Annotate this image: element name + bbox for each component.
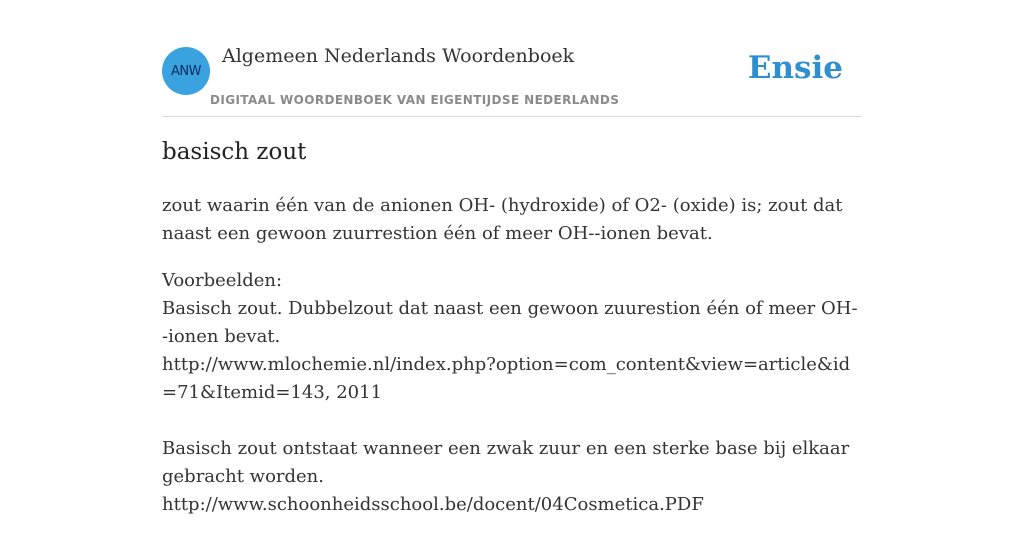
example-source: http://www.schoonheidsschool.be/docent/04Cosmetica.PDF bbox=[162, 494, 704, 515]
example-item bbox=[162, 435, 862, 519]
example-text: Basisch zout ontstaat wanneer een zwak zuur en een sterke base bij elkaar gebracht worden. bbox=[162, 438, 850, 487]
examples-label: Voorbeelden: bbox=[162, 270, 283, 291]
logo-text: ANW bbox=[171, 63, 201, 79]
example-source: http://www.mlochemie.nl/index.php?option=com_content&view=article&id=71&Itemid=143, 2011 bbox=[162, 354, 851, 403]
ensie-brand-logo[interactable]: Ensie bbox=[747, 50, 843, 86]
site-subtitle: DIGITAAL WOORDENBOEK VAN EIGENTIJDSE NEDERLANDS bbox=[210, 93, 620, 107]
page bbox=[162, 0, 862, 515]
site-title[interactable]: Algemeen Nederlands Woordenboek bbox=[222, 45, 575, 67]
anw-logo[interactable] bbox=[162, 47, 210, 95]
example-text: Basisch zout. Dubbelzout dat naast een gewoon zuurestion één of meer OH--ionen bevat. bbox=[162, 298, 858, 347]
entry-headword: basisch zout bbox=[162, 139, 307, 165]
entry-definition: zout waarin één van de anionen OH- (hydroxide) of O2- (oxide) is; zout dat naast een gewoon zuurrestion één of meer OH--ionen bevat. bbox=[162, 195, 843, 244]
examples-section bbox=[162, 267, 862, 547]
site-header bbox=[162, 0, 862, 117]
example-item bbox=[162, 295, 862, 407]
